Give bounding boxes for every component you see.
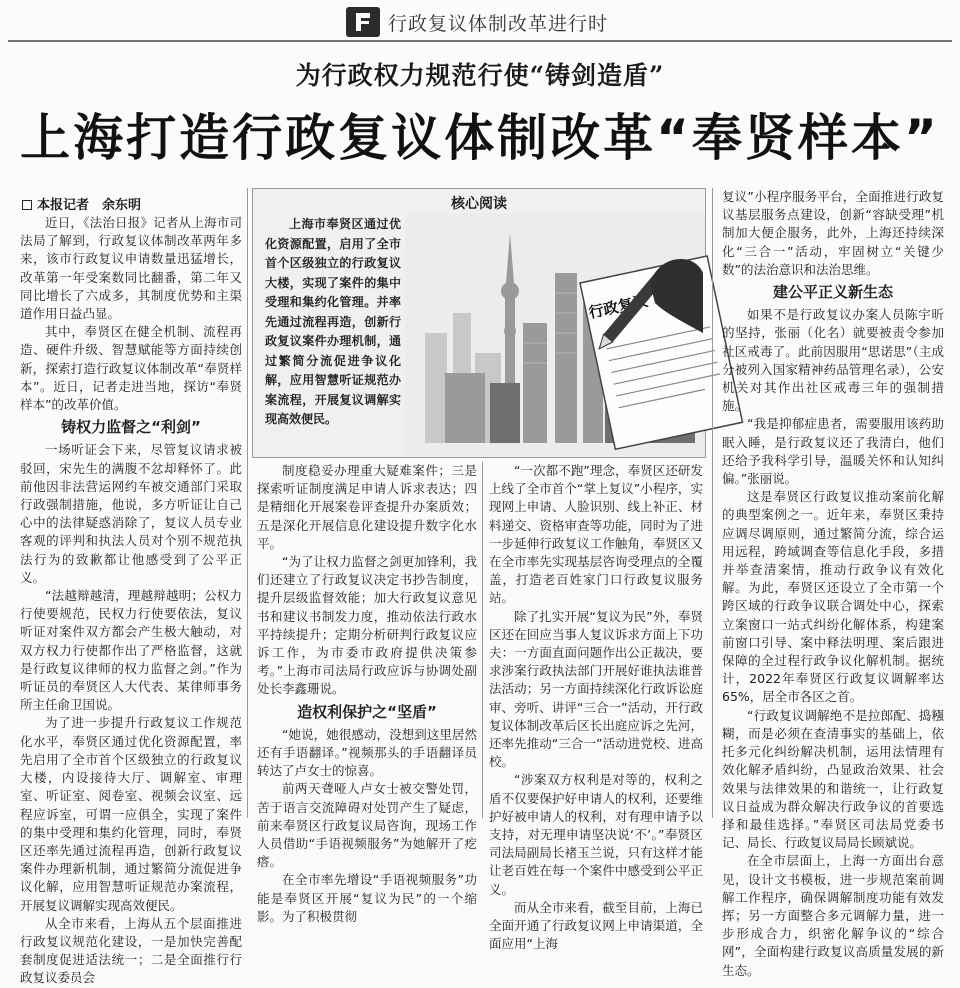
- paragraph: “她说，她很感动，没想到这里居然还有手语翻译。”视频那头的手语翻译员转达了卢女士的惊喜。: [257, 726, 477, 779]
- column-1-intro: [20, 214, 242, 414]
- core-read-text: 上海市奉贤区通过优化资源配置，启用了全市首个区级独立的行政复议大楼，实现了案件的集中受理和集约化管理。并率先通过流程再造，创新行政复议案件办理机制，通过繁简分流促进争议化解，应用智慧听证规范办案流程，开展复议调解实现高效便民。: [265, 217, 401, 426]
- paragraph: 其中，奉贤区在健全机制、流程再造、硬件升级、智慧赋能等方面持续创新，探索打造行政复议体制改革“奉贤样本”。近日，记者走进当地，探访“奉贤样本”的改革价值。: [20, 324, 242, 413]
- core-read-title: 核心阅读: [451, 196, 507, 212]
- header-rule: [8, 40, 952, 42]
- paragraph: 复议”小程序服务平台，全面推进行政复议基层服务点建设，创新“容缺受理”机制加大便企服务，此外，上海还持续深化“三合一”活动，牢固树立“关键少数”的法治意识和法治思维。: [722, 189, 944, 277]
- column-divider: [482, 462, 483, 818]
- section-heading-1: 铸权力监督之“利剑”: [61, 418, 201, 437]
- headline: 上海打造行政复议体制改革“奉贤样本”: [20, 109, 940, 167]
- section-heading-2: 造权利保护之“坚盾”: [297, 702, 437, 721]
- column-4-body: [722, 306, 944, 980]
- paragraph: 为了进一步提升行政复议工作规范化水平，奉贤区通过优化资源配置，率先启用了全市首个区级独立的行政复议大楼，内设接待大厅、调解室、审理室、听证室、阅卷室、视频会议室、远程应诉室，可谓一应俱全，实现了案件的集中受理和集约化管理，同时，奉贤区还率先通过流程再造，创新行政复议案件办理新机制，通过繁简分流促进争议化解，应用智慧听证规范办案流程，开展复议调解实现高效便民。: [20, 715, 242, 913]
- paragraph: “一次都不跑”理念，奉贤区还研发上线了全市首个“掌上复议”小程序，实现网上申请、人脸识别、线上补正、材料递交、资格审查等功能，同时为了进一步延伸行政复议工作触角，奉贤区又在全市率先实现基层咨询受理点的全覆盖，打造老百姓家门口行政复议服务站。: [489, 463, 703, 606]
- column-divider: [712, 188, 713, 818]
- column-2-intro: [257, 462, 477, 699]
- column-1-body: [20, 441, 242, 987]
- section-heading-4: 建公平正义新生态: [772, 283, 893, 302]
- paragraph: 在全市层面上，上海一方面出台意见，设计文书模板，进一步规范案前调解工作程序，确保调解制度功能有效发挥；另一方面整合多元调解力量，进一步形成合力，织密化解争议的“综合网”，全面构建行政复议高质量发展的新生态。: [722, 853, 944, 978]
- paragraph: 一场听证会下来，尽管复议请求被驳回，宋先生的满腹不忿却释怀了。此前他因非法营运网约车被交通部门采取行政强制措施，他说，多方听证让自己心中的法律疑惑消除了，复议人员专业客观的评判和执法人员对个别不规范执法行为的致歉都让他感受到了公平正义。: [20, 442, 242, 585]
- article-column-1: [20, 214, 242, 986]
- subheadline: 为行政权力规范行使“铸剑造盾”: [295, 61, 665, 90]
- paragraph: 这是奉贤区行政复议推动案前化解的典型案例之一。近年来，奉贤区秉持应调尽调原则，通过繁简分流，综合运用远程，跨域调查等信息化手段，多措并举查清案情，推动行政争议有效化解。为此，奉贤区还设立了全市第一个跨区域的行政争议联合调处中心，探索立案窗口一站式纠纷化解体系，构建案前窗口引导、案中释法明理、案后跟进保障的全过程行政争议化解机制。据统计，2022年奉贤区行政复议调解率达65%，居全市各区之首。: [722, 489, 944, 705]
- paragraph: 而从全市来看，截至目前，上海已全面开通了行政复议网上申请渠道，全面应用“上海: [489, 899, 703, 952]
- paragraph: 制度稳妥办理重大疑难案件；三是探索听证制度满足申请人诉求表达；四是精细化开展案卷评查提升办案质效；五是深化开展信息化建设提升数字化水平。: [257, 463, 477, 551]
- column-3-body: [489, 462, 703, 953]
- column-4-intro: [722, 188, 944, 279]
- byline-text: 本报记者 余东明: [37, 198, 142, 213]
- paragraph: 从全市来看，上海从五个层面推进行政复议规范化建设，一是加快完善配套制度促进适法统一；二是全面推行行政复议委员会: [20, 915, 242, 986]
- paragraph: 前两天聋哑人卢女士被交警处罚，苦于语言交流障碍对处罚产生了疑虑，前来奉贤区行政复议局咨询，现场工作人员借助“手语视频服务”为她解开了疙瘩。: [257, 781, 477, 870]
- article-column-4: [722, 188, 944, 978]
- paragraph: “涉案双方权利是对等的，权利之盾不仅要保护好申请人的权利，还要维护好被申请人的权利，对有理申请予以支持，对无理申请坚决说‘不’。”奉贤区司法局副局长褚玉兰说，只有这样才能让老百姓在每一个案件中感受到公平正义。: [489, 772, 703, 897]
- paragraph: 近日，《法治日报》记者从上海市司法局了解到，行政复议体制改革两年多来，该市行政复议申请数量迅猛增长，改革第一年受案数同比翻番，第二年又同比增长了六成多，其制度优势和主渠道作用日益凸显。: [20, 215, 242, 322]
- byline-box-icon: [22, 200, 32, 210]
- paragraph: 如果不是行政复议办案人员陈宇昕的坚持，张丽（化名）就要被责令参加社区戒毒了。此前因服用“思诺思”（主成分被列入国家精神药品管理名录），公安机关对其作出社区戒毒三年的强制措施。: [722, 307, 944, 414]
- core-read-box: [252, 188, 706, 458]
- article-column-3: [489, 462, 703, 952]
- article-column-2: [257, 462, 477, 924]
- column-header: [346, 6, 608, 38]
- column-logo-icon: [346, 7, 380, 37]
- paragraph: 在全市率先增设“手语视频服务”功能是奉贤区开展“复议为民”的一个缩影。为了积极贯彻: [257, 872, 477, 924]
- paragraph: 除了扎实开展“复议为民”外，奉贤区还在回应当事人复议诉求方面上下功夫：一方面直面问题作出公正裁决，要求涉案行政执法部门开展好谁执法谁普法活动；另一方面持续深化行政诉讼庭审、旁听、讲评“三合一”活动，开行政复议体制改革后区长出庭应诉之先河，还率先推动“三合一”活动进党校、进高校。: [489, 608, 703, 770]
- paragraph: “为了让权力监督之剑更加锋利，我们还建立了行政复议决定书抄告制度，提升层级监督效能；加大行政复议意见书和建议书制发力度，推动依法行政水平持续提升；定期分析研判行政复议应诉工作，为市委市政府提供决策参考。”上海市司法局行政应诉与协调处副处长李鑫珊说。: [257, 554, 477, 697]
- column-2-body: [257, 726, 477, 926]
- byline: [22, 194, 141, 213]
- illustration-document-label: 行政复议: [587, 291, 650, 322]
- column-divider: [247, 188, 248, 818]
- paragraph: “法越辩越清，理越辩越明；公权力行使要规范，民权力行使要依法，复议听证对案件双方都会产生极大触动，对双方权力行使都作出了严格监督，这就是行政复议律师的权力监督之剑。”作为听证员的奉贤区人大代表、某律师事务所主任俞卫国说。: [20, 588, 242, 713]
- city-document-illustration: [405, 213, 705, 457]
- column-title: 行政复议体制改革进行时: [388, 12, 609, 35]
- paragraph: “行政复议调解绝不是拉郎配、捣糨糊，而是必须在查清事实的基础上，依托多元化纠纷解决机制，运用法情理有效化解矛盾纠纷，凸显政治效果、社会效果与法律效果的和谐统一，让行政复议日益成为群众解决行政争议的首要选择和最佳选择。”奉贤区司法局党委书记、局长、行政复议局局长顾斌说。: [722, 707, 944, 851]
- paragraph: “我是抑郁症患者，需要服用该药助眠入睡，是行政复议还了我清白，他们还给予我科学引导，温暖关怀和认知纠偏。”张丽说。: [722, 416, 944, 487]
